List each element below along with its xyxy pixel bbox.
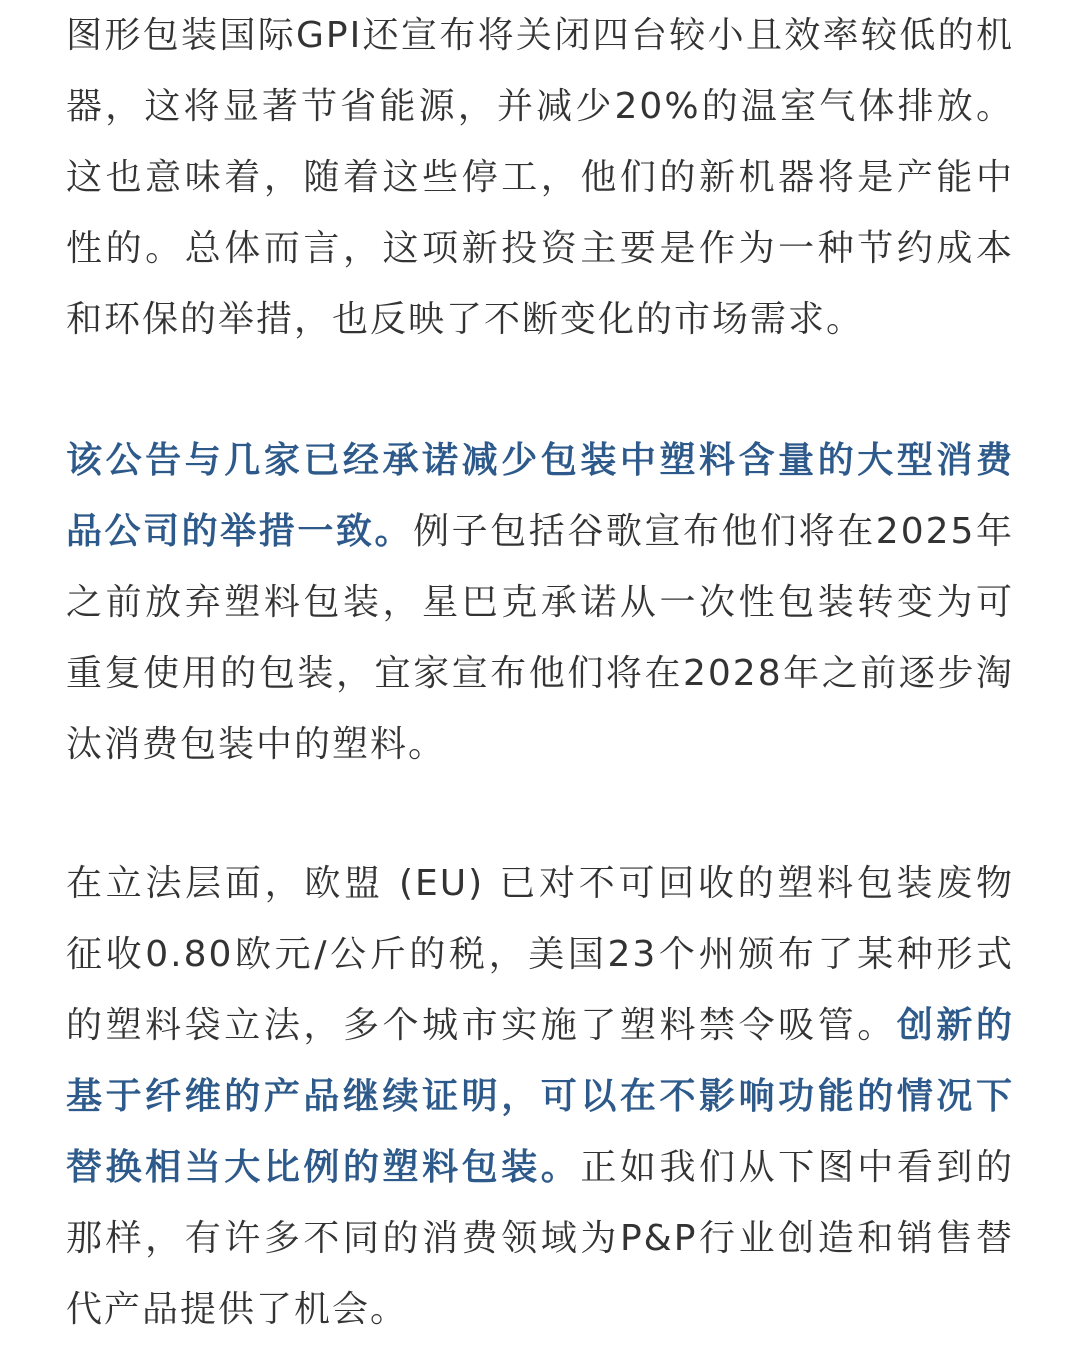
paragraph-text: 图形包装国际GPI还宣布将关闭四台较小且效率较低的机器，这将显著节省能源，并减少20%的温室气体排放。这也意味着，随着这些停工，他们的新机器将是产能中性的。总体而言，这项新投资主要是作为一种节约成本和环保的举措，也反映了不断变化的市场需求。	[66, 15, 1014, 340]
paragraph-legislation	[66, 848, 1014, 1345]
paragraph-text: 正如我们从下图中看到的那样，有许多不同的消费领域为P&P行业创造和销售替代产品提供了机会。	[66, 1147, 1014, 1330]
highlighted-sentence: 创新的基于纤维的产品继续证明，可以在不影响功能的情况下替换相当大比例的塑料包装。	[66, 1005, 1014, 1188]
paragraph-text: 在立法层面，欧盟 (EU) 已对不可回收的塑料包装废物征收0.80欧元/公斤的税，美国23个州颁布了某种形式的塑料袋立法，多个城市实施了塑料禁令吸管。	[66, 863, 1014, 1046]
paragraph-consumer-companies	[66, 425, 1014, 780]
paragraph-text: 例子包括谷歌宣布他们将在2025年之前放弃塑料包装，星巴克承诺从一次性包装转变为可重复使用的包装，宜家宣布他们将在2028年之前逐步淘汰消费包装中的塑料。	[66, 511, 1014, 765]
highlighted-sentence: 该公告与几家已经承诺减少包装中塑料含量的大型消费品公司的举措一致。	[66, 440, 1014, 552]
paragraph-gpi-machines	[66, 0, 1014, 355]
